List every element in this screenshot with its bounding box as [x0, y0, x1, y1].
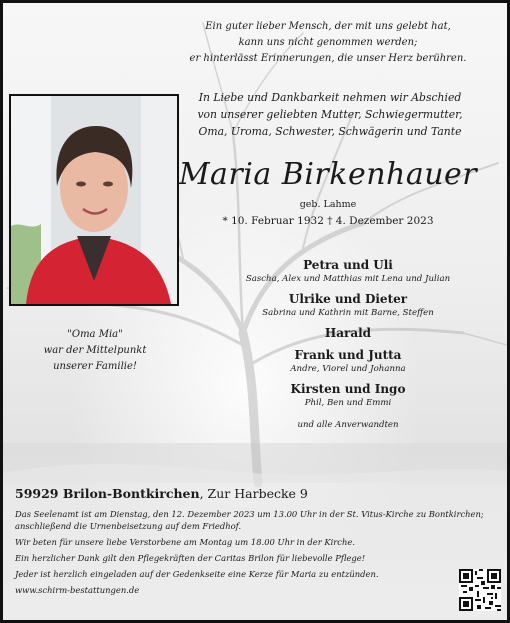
poem [163, 19, 493, 67]
poem-line: kann uns nicht genommen werden; [238, 37, 418, 48]
footer-info [15, 485, 495, 600]
mourners-list [203, 257, 493, 431]
memorial-invitation: Jeder ist herzlich eingeladen auf der Gedenkseite eine Kerze für Maria zu entzünden. [15, 569, 379, 579]
family-head: Ulrike und Dieter [288, 292, 408, 306]
intro-line: von unserer geliebten Mutter, Schwiegermutter, [197, 108, 463, 121]
deceased-name: Maria Birkenhauer [178, 157, 478, 192]
portrait-photo [9, 94, 179, 306]
caption-line: war der Mittelpunkt [43, 345, 147, 356]
caption-line: "Oma Mia" [67, 329, 123, 340]
family-entry [203, 291, 493, 319]
prayer-info: Wir beten für unsere liebe Verstorbene am Montag um 18.00 Uhr in der Kirche. [15, 537, 355, 547]
family-members: Sascha, Alex und Matthias mit Lena und Julian [245, 274, 451, 284]
mourning-address [15, 485, 495, 503]
family-head: Frank und Jutta [294, 348, 402, 362]
photo-caption [9, 327, 181, 375]
portrait-image [11, 96, 177, 304]
family-entry [203, 325, 493, 341]
family-entry [203, 381, 493, 409]
caption-line: unserer Familie! [53, 361, 137, 372]
closing-line: und alle Anverwandten [297, 420, 399, 430]
family-members: Andre, Viorel und Johanna [290, 364, 406, 374]
life-dates: * 10. Februar 1932 † 4. Dezember 2023 [222, 215, 434, 227]
address-city: 59929 Brilon-Bontkirchen [15, 486, 200, 501]
service-info: Das Seelenamt ist am Dienstag, den 12. Dezember 2023 um 13.00 Uhr in der St. Vitus-Kirche zu Bontkirchen; anschließend die Urnenbeisetzung auf dem Friedhof. [15, 509, 484, 531]
intro-text [175, 89, 485, 140]
thanks-note: Ein herzlicher Dank gilt den Pflegekräften der Caritas Brilon für liebevolle Pflege! [15, 553, 366, 563]
intro-line: In Liebe und Dankbarkeit nehmen wir Abschied [198, 91, 462, 104]
family-entry [203, 257, 493, 285]
family-entry [203, 347, 493, 375]
birth-name: geb. Lahme [299, 199, 357, 210]
qr-code-icon[interactable] [459, 569, 501, 611]
family-head: Harald [324, 326, 372, 340]
family-head: Kirsten und Ingo [290, 382, 406, 396]
intro-line: Oma, Uroma, Schwester, Schwägerin und Tante [198, 125, 462, 138]
poem-line: Ein guter lieber Mensch, der mit uns gelebt hat, [205, 21, 451, 32]
poem-line: er hinterlässt Erinnerungen, die unser Herz berühren. [189, 53, 467, 64]
address-street: , Zur Harbecke 9 [199, 486, 308, 501]
family-members: Sabrina und Kathrin mit Barne, Steffen [262, 308, 434, 318]
website-link[interactable]: www.schirm-bestattungen.de [15, 585, 140, 595]
family-head: Petra und Uli [303, 258, 393, 272]
family-members: Phil, Ben und Emmi [304, 398, 392, 408]
